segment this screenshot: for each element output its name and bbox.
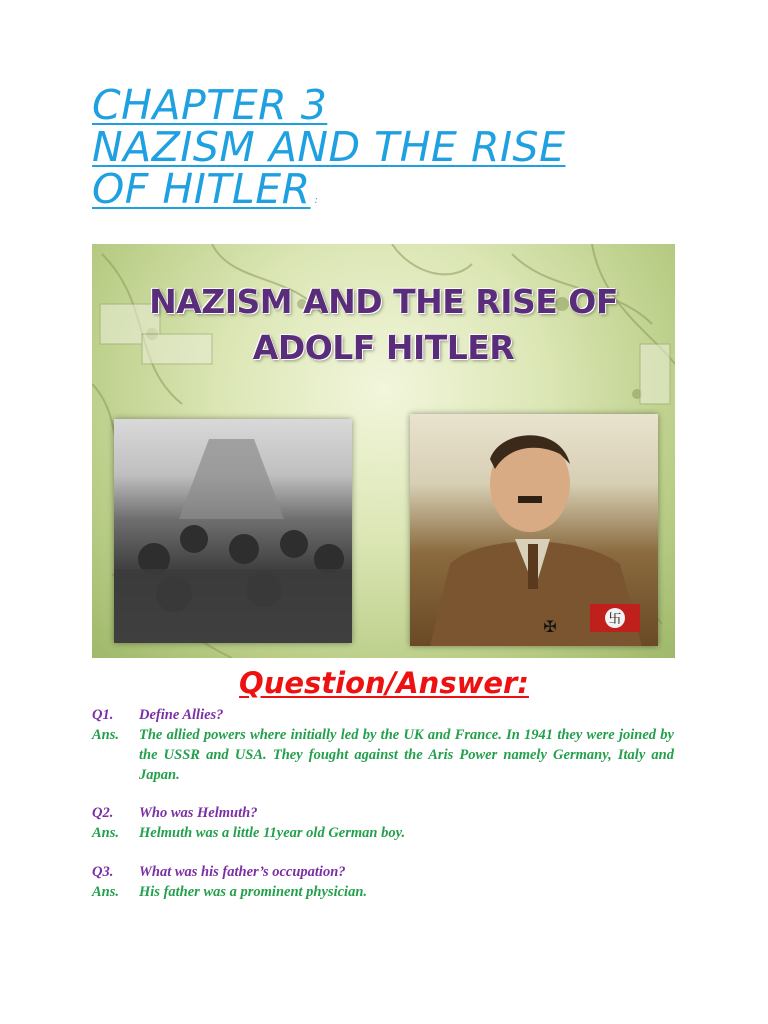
question-text: Who was Helmuth? [139,805,258,821]
answer-label: Ans. [92,884,120,900]
chapter-number: CHAPTER 3 [92,81,328,129]
answer-text: The allied powers where initially led by the UK and France. In 1941 they were joined by the USSR and USA. They fought against the Aris Power namely Germany, Italy and Japan. [139,727,674,783]
question-text: Define Allies? [139,707,224,723]
question-text: What was his father’s occupation? [139,864,346,880]
answer-label: Ans. [92,727,120,743]
qa-heading: Question/Answer: [239,666,529,700]
answer-text: Helmuth was a little 11year old German boy. [139,825,406,841]
chapter-title-line-2: OF HITLER [92,165,311,213]
question-label: Q2. [92,805,114,821]
question-label: Q1. [92,707,114,723]
question-label: Q3. [92,864,114,880]
rally-photo [114,419,352,643]
qa-item-1 [92,705,674,785]
chapter-title-line-1: NAZISM AND THE RISE [92,123,566,171]
qa-item-3 [92,862,674,902]
answer-label: Ans. [92,825,120,841]
svg-text:卐: 卐 [608,612,622,627]
hitler-portrait [410,414,658,646]
svg-text:✠: ✠ [543,617,557,636]
qa-item-2 [92,803,674,843]
chapter-title [92,81,692,222]
banner-title-line-1: NAZISM AND THE RISE OF [149,282,618,321]
text-mark: : [314,195,318,206]
chapter-banner-image [92,244,675,658]
answer-text: His father was a prominent physician. [139,884,368,900]
banner-title-line-2: ADOLF HITLER [252,328,515,367]
